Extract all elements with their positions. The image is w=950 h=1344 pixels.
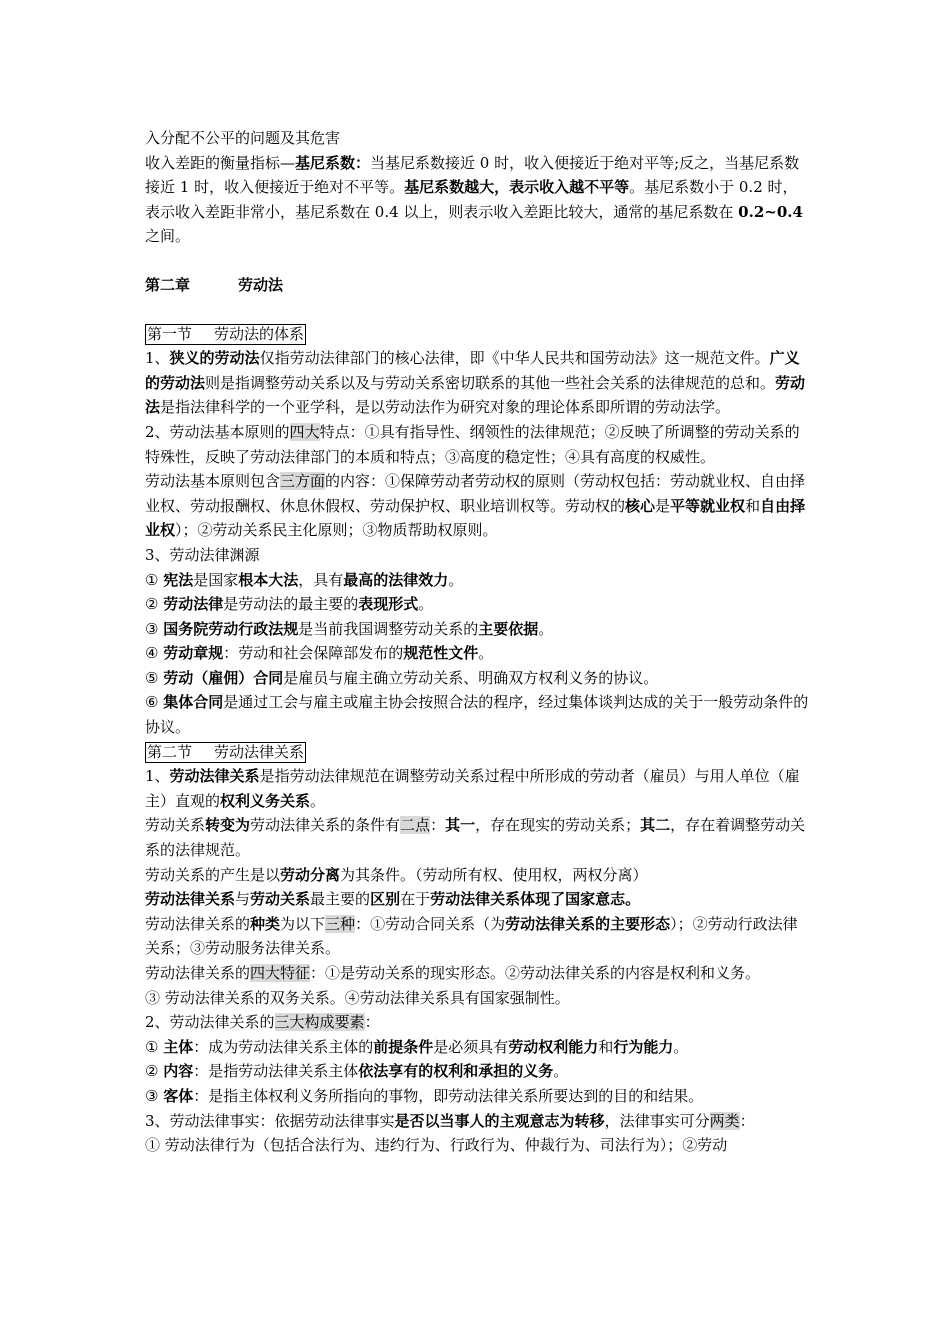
text: 劳动法律关系的 [145, 964, 251, 982]
highlighted-term: 四大特征 [250, 964, 311, 982]
text: 劳动关系的产生是以 [145, 865, 281, 884]
bold-term: 狭义的劳动法 [169, 349, 260, 368]
bold-term: 自由择业权 [145, 496, 806, 540]
highlighted-term: 三大构成要素 [274, 1013, 365, 1032]
paragraph [145, 887, 810, 912]
list-marker: ⑥ [145, 693, 159, 712]
text: 仅指劳动法律部门的核心法律，即《中华人民共和国劳动法》这一规范文件。 [259, 349, 770, 368]
text: ： [739, 1111, 755, 1130]
paragraph [145, 961, 810, 986]
text: 的内容：①保障劳动者劳动权的原则（劳动权包括：劳动就业权、自由择业权、劳动报酬权、休息休假权、劳动保护权、职业培训权等。劳动权的 [145, 472, 806, 515]
text: ：①劳动合同关系（为 [355, 914, 506, 933]
text: 劳动法律关系的 [145, 914, 251, 933]
bold-term: 根本大法 [238, 570, 299, 589]
text: 2、劳动法基本原则的 [145, 422, 290, 441]
text: 。 [478, 644, 494, 663]
bold-term: 行为能力 [613, 1037, 674, 1056]
list-marker: ② [145, 1062, 159, 1081]
section-heading [145, 324, 306, 345]
text: 与 [235, 890, 251, 909]
text: 为其条件。（劳动所有权、使用权，两权分离） [340, 865, 648, 884]
list-marker: ③ [145, 619, 159, 638]
list-marker: ② [145, 595, 159, 614]
bold-term: 0.2~0.4 [738, 202, 803, 221]
text: 1、 [145, 767, 170, 786]
list-marker: ① [145, 1037, 159, 1056]
list-marker: ⑤ [145, 668, 159, 687]
list-item [145, 1059, 810, 1084]
bold-term: 劳动法律关系 [169, 767, 260, 786]
text: 。 [310, 791, 326, 810]
highlighted-term: 三方面 [280, 472, 326, 491]
bold-term: 劳动（雇佣）合同 [163, 668, 284, 687]
list-item [145, 568, 810, 593]
bold-term: 平等就业权 [670, 496, 746, 515]
text: 。基尼系数小于 0.2 时，表示收入差距非常小，基尼系数在 0.4 以上，则表示收入差距比较大，通常的基尼系数在 [145, 178, 798, 221]
section-number: 第一节 [147, 324, 193, 343]
bold-term: 种类 [250, 914, 281, 933]
text: 和 [745, 496, 761, 515]
list-marker: ④ [145, 644, 159, 663]
bold-term: 依法享有的权利和承担的义务 [358, 1062, 554, 1081]
text: 。 [538, 619, 554, 638]
spacer [145, 249, 810, 273]
text: ，存在现实的劳动关系； [475, 816, 641, 835]
text: 3、劳动法律渊源 [145, 545, 260, 564]
paragraph [145, 1133, 810, 1158]
document-body [145, 126, 810, 1158]
text: 入分配不公平的问题及其危害 [145, 129, 341, 147]
bold-term: 主要依据 [478, 619, 539, 638]
bold-term: 基尼系数越大，表示收入越不平等 [404, 178, 630, 197]
list-item [145, 592, 810, 617]
text: ，法律事实可分 [604, 1111, 710, 1130]
bold-term: 表现形式 [358, 595, 419, 614]
list-item [145, 617, 810, 642]
chapter-heading [145, 273, 810, 298]
text: ③ 劳动法律关系的双务关系。④劳动法律关系具有国家强制性。 [145, 988, 570, 1007]
bold-term: 前提条件 [373, 1037, 434, 1056]
highlighted-term: 四大 [289, 422, 320, 441]
bold-term: 劳动法律关系的主要形态 [505, 914, 671, 933]
bold-term: 集体合同 [163, 693, 224, 712]
bold-term: 其二 [640, 816, 671, 835]
list-item [145, 1084, 810, 1109]
text: ，存在着调整劳动关系的法律规范。 [145, 816, 806, 860]
text: ：成为劳动法律关系主体的 [193, 1037, 374, 1056]
text: ① 劳动法律行为（包括合法行为、违约行为、行政行为、仲裁行为、司法行为）；②劳动 [145, 1136, 728, 1155]
bold-term: 劳动分离 [280, 865, 341, 884]
highlighted-term: 两类 [709, 1111, 740, 1130]
paragraph [145, 543, 810, 568]
text: 。 [673, 1037, 689, 1056]
text: 最主要的 [310, 890, 371, 909]
chapter-title: 劳动法 [238, 275, 284, 294]
bold-term: 其一 [445, 816, 476, 835]
section-heading-row [145, 740, 810, 765]
highlighted-term: 二点 [400, 816, 431, 835]
bold-term: 规范性文件 [403, 644, 479, 663]
text: 劳动法律关系的条件有 [250, 816, 401, 835]
paragraph [145, 1109, 810, 1134]
text: ： [364, 1013, 380, 1032]
paragraph [145, 469, 810, 543]
text: 劳动关系 [145, 816, 206, 835]
text: 是雇员与雇主确立劳动关系、明确双方权利义务的协议。 [283, 668, 659, 687]
paragraph [145, 346, 810, 420]
text: ：是指劳动法律关系主体 [193, 1062, 359, 1081]
text: 2、劳动法律关系的 [145, 1013, 275, 1032]
paragraph [145, 986, 810, 1011]
text: 劳动法基本原则包含 [145, 472, 281, 491]
bold-term: 劳动法律关系 [145, 890, 236, 909]
section-number: 第二节 [147, 742, 193, 761]
paragraph [145, 813, 810, 862]
text: 特点：①具有指导性、纲领性的法律规范；②反映了所调整的劳动关系的特殊性，反映了劳动法律部门的本质和特点；③高度的稳定性；④具有高度的权威性。 [145, 422, 800, 466]
text: 是劳动法的最主要的 [223, 595, 359, 614]
text: 是指法律科学的一个亚学科，是以劳动法作为研究对象的理论体系即所谓的劳动法学。 [160, 398, 731, 417]
list-item [145, 641, 810, 666]
bold-term: 劳动法律关系体现了国家意志。 [430, 890, 641, 909]
paragraph [145, 863, 810, 888]
text: ，具有 [298, 570, 344, 589]
bold-term: 是否以当事人的主观意志为转移 [394, 1111, 605, 1130]
text: 则是指调整劳动关系以及与劳动关系密切联系的其他一些社会关系的法律规范的总和。 [205, 373, 776, 392]
bold-term: 客体 [163, 1086, 194, 1105]
text: 是必须具有 [433, 1037, 509, 1056]
text: ：是指主体权利义务所指向的事物，即劳动法律关系所要达到的目的和结果。 [193, 1086, 704, 1105]
bold-term: 区别 [370, 890, 401, 909]
text: ）；②劳动关系民主化原则；③物质帮助权原则。 [175, 521, 498, 540]
text: ：①是劳动关系的现实形态。②劳动法律关系的内容是权利和义务。 [310, 964, 761, 982]
bold-term: 劳动章规 [163, 644, 224, 663]
bold-term: 广义的劳动法 [145, 349, 800, 392]
text: 是通过工会与雇主或雇主协会按照合法的程序，经过集体谈判达成的关于一般劳动条件的协议。 [145, 693, 809, 737]
spacer [145, 298, 810, 322]
paragraph [145, 420, 810, 469]
list-marker: ① [145, 570, 159, 589]
bold-term: 最高的法律效力 [343, 570, 449, 589]
text: 在于 [400, 890, 431, 909]
text: 之间。 [145, 227, 191, 246]
paragraph [145, 912, 810, 961]
section-heading [145, 742, 306, 763]
text: ：劳动和社会保障部发布的 [223, 644, 404, 663]
text: 是当前我国调整劳动关系的 [298, 619, 479, 638]
text: 为以下 [280, 914, 326, 933]
text: ： [430, 816, 446, 835]
bold-term: 主体 [163, 1037, 194, 1056]
bold-term: 劳动权利能力 [508, 1037, 599, 1056]
text: 收入差距的衡量指标— [145, 153, 296, 172]
bold-term: 核心 [625, 496, 656, 515]
bold-term: 内容 [163, 1062, 194, 1081]
text: 。 [553, 1062, 569, 1081]
paragraph [145, 126, 810, 151]
text: 和 [598, 1037, 614, 1056]
text: 。 [448, 570, 464, 589]
text: 1、 [145, 349, 170, 368]
text: 是国家 [193, 570, 239, 589]
bold-term: 转变为 [205, 816, 251, 835]
text: 是指劳动法律规范在调整劳动关系过程中所形成的劳动者（雇员）与用人单位（雇主）直观的 [145, 767, 800, 810]
bold-term: 权利义务关系 [220, 791, 311, 810]
section-heading-row [145, 322, 810, 347]
text: 是 [655, 496, 671, 515]
list-item [145, 1035, 810, 1060]
highlighted-term: 三种 [325, 914, 356, 933]
bold-term: 国务院劳动行政法规 [163, 619, 299, 638]
list-marker: ③ [145, 1086, 159, 1105]
text: 3、劳动法律事实：依据劳动法律事实 [145, 1111, 395, 1130]
paragraph [145, 764, 810, 813]
list-item [145, 690, 810, 739]
bold-term: 劳动关系 [250, 890, 311, 909]
text: 。 [418, 595, 434, 614]
chapter-number: 第二章 [145, 275, 191, 294]
bold-term: 劳动法律 [163, 595, 224, 614]
text: 当基尼系数接近 0 时，收入便接近于绝对平等;反之，当基尼系数接近 1 时，收入便接近于绝对不平等。 [145, 153, 800, 197]
section-title: 劳动法律关系 [214, 742, 305, 761]
bold-term: 宪法 [163, 570, 194, 589]
list-item [145, 666, 810, 691]
paragraph [145, 151, 810, 249]
text: ）；②劳动行政法律关系；③劳动服务法律关系。 [145, 914, 798, 958]
paragraph [145, 1010, 810, 1035]
bold-term: 劳动法 [145, 373, 806, 417]
bold-term: 基尼系数： [295, 153, 371, 172]
section-title: 劳动法的体系 [214, 324, 305, 343]
